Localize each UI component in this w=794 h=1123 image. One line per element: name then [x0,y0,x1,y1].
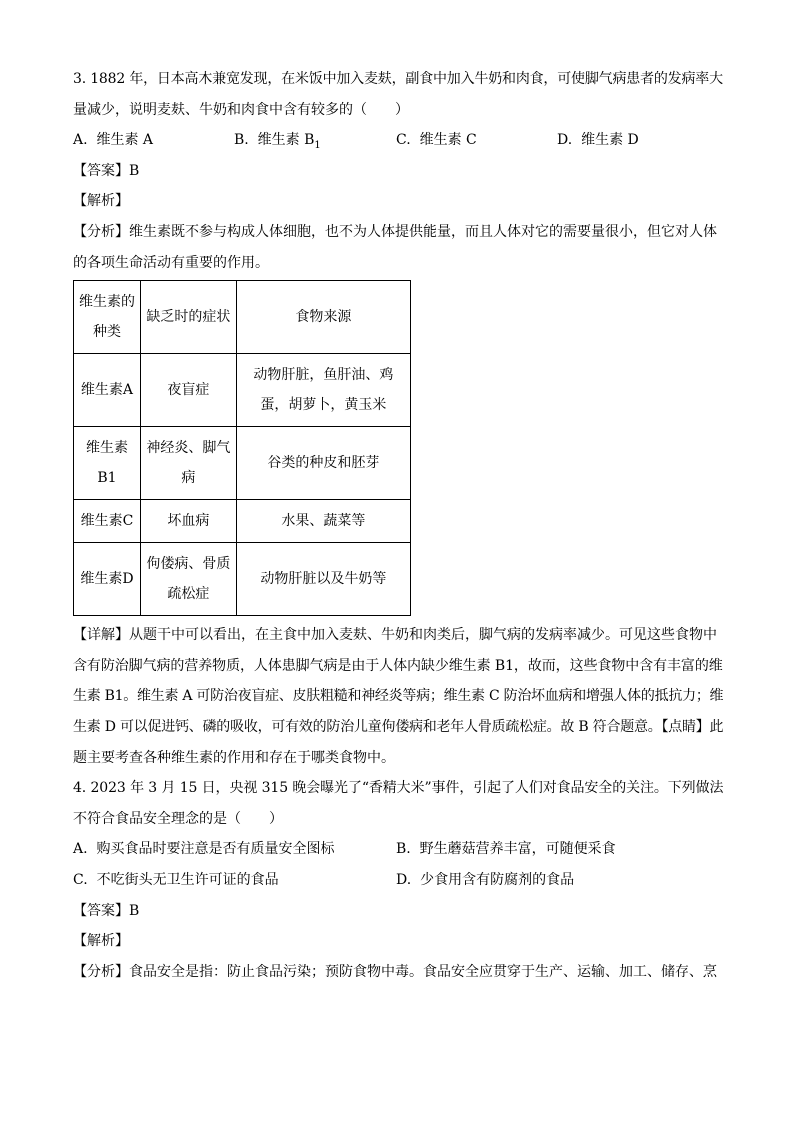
q3-detail-line5: 题主要考查各种维生素的作用和存在于哪类食物中。 [73,749,395,766]
table-header-row [74,281,411,354]
q4-option-b: B. 野生蘑菇营养丰富，可随便采食 [396,841,616,858]
table-row [74,427,411,500]
table-cell: 夜盲症 [140,354,236,427]
table-cell: 神经炎、脚气病 [140,427,236,500]
q3-answer: 【答案】B [73,162,140,179]
q3-stem-line2: 量减少，说明麦麸、牛奶和肉食中含有较多的（ ） [73,101,409,118]
q4-stem-line2: 不符合食品安全理念的是（ ） [73,810,283,827]
q3-detail-line3: 生素 B1。维生素 A 可防治夜盲症、皮肤粗糙和神经炎等病；维生素 C 防治坏血病和增强人体的抵抗力；维 [73,688,724,705]
q3-option-b: B. 维生素 $B_1$ [234,132,321,151]
q4-options-row1 [73,834,723,865]
q3-detail-line1: 【详解】从题干中可以看出，在主食中加入麦麸、牛奶和肉类后，脚气病的发病率减少。可见这些食物中 [73,627,717,644]
table-header-cell: 食物来源 [236,281,410,354]
vitamin-table [73,280,411,616]
table-cell: 谷类的种皮和胚芽 [236,427,410,500]
q3-stem-line1: 3. 1882 年，日本高木兼宽发现，在米饭中加入麦麸，副食中加入牛奶和肉食，可使脚气病患者的发病率大 [73,71,723,87]
table-cell: 维生素B1 [74,427,141,500]
table-header-cell: 维生素的种类 [74,281,141,354]
q3-detail-line4: 生素 D 可以促进钙、磷的吸收，可有效的防治儿童佝偻病和老年人骨质疏松症。故 B 符合题意。【点睛】此 [73,718,724,735]
table-cell: 维生素A [74,354,141,427]
q4-option-a: A. 购买食品时要注意是否有质量安全图标 [73,841,335,858]
q4-option-d: D. 少食用含有防腐剂的食品 [396,871,575,888]
table-cell: 维生素D [74,543,141,616]
q4-fenxi-line1: 【分析】食品安全是指：防止食品污染；预防食物中毒。食品安全应贯穿于生产、运输、加工、储存、烹 [73,963,717,980]
q3-fenxi-line2: 的各项生命活动有重要的作用。 [73,254,269,271]
q3-option-d: D. 维生素 D [557,132,639,149]
q3-analysis-label: 【解析】 [73,193,129,210]
document-page [73,64,723,987]
table-row [74,500,411,543]
table-row [74,354,411,427]
q3-options [73,125,723,156]
q4-option-c: C. 不吃街头无卫生许可证的食品 [73,871,279,888]
table-cell: 动物肝脏以及牛奶等 [236,543,410,616]
q4-stem-line1: 4. 2023 年 3 月 15 日，央视 315 晚会曝光了“香精大米”事件，引起了人们对食品安全的关注。下列做法 [73,780,724,797]
q4-answer: 【答案】B [73,902,140,919]
table-cell: 水果、蔬菜等 [236,500,410,543]
q3-option-c: C. 维生素 C [396,132,477,149]
q3-detail-line2: 含有防治脚气病的营养物质，人体患脚气病是由于人体内缺少维生素 B1，故而，这些食物中含有丰富的维 [73,657,723,674]
q3-fenxi-line1: 【分析】维生素既不参与构成人体细胞，也不为人体提供能量，而且人体对它的需要量很小，但它对人体 [73,223,717,240]
table-cell: 坏血病 [140,500,236,543]
q3-option-a: A. 维生素 A [73,132,154,149]
table-cell: 动物肝脏，鱼肝油、鸡蛋，胡萝卜，黄玉米 [236,354,410,427]
table-cell: 维生素C [74,500,141,543]
table-row [74,543,411,616]
q4-analysis-label: 【解析】 [73,933,129,950]
q4-options-row2 [73,865,723,896]
table-header-cell: 缺乏时的症状 [140,281,236,354]
table-cell: 佝偻病、骨质疏松症 [140,543,236,616]
